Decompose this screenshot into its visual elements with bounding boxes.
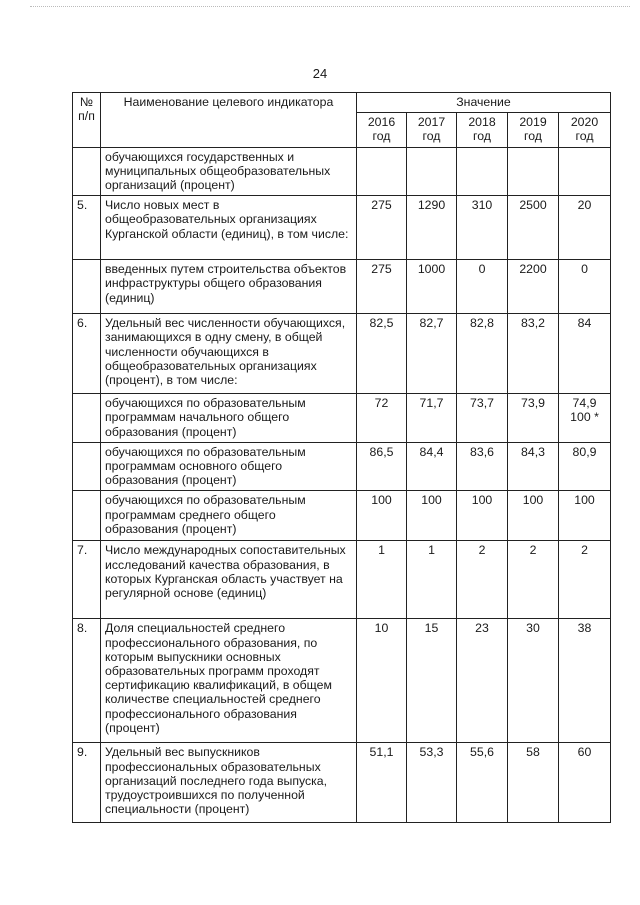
value-cell: 10: [357, 619, 407, 743]
row-number: [73, 394, 101, 443]
value-cell: [407, 147, 457, 196]
table-row: [73, 743, 611, 823]
value-cell: 2500: [508, 196, 559, 260]
table-row: [73, 541, 611, 619]
value-cell: 1290: [407, 196, 457, 260]
value-cell: 2: [559, 541, 611, 619]
value-cell: 73,9: [508, 394, 559, 443]
table-row: [73, 260, 611, 314]
value-cell: 2: [457, 541, 508, 619]
row-number: 9.: [73, 743, 101, 823]
indicator-name: введенных путем строительства объектов инфраструктуры общего образования (единиц): [101, 260, 357, 314]
header-year-3: [508, 113, 559, 147]
value-cell: 74,9 100 *: [559, 394, 611, 443]
table-row: [73, 619, 611, 743]
header-year-value: 2017: [417, 115, 446, 130]
indicator-name: обучающихся государственных и муниципальных общеобразовательных организаций (процент): [101, 147, 357, 196]
value-cell: [508, 147, 559, 196]
value-cell: 0: [559, 260, 611, 314]
row-number: 5.: [73, 196, 101, 260]
header-year-unit: год: [372, 129, 391, 144]
value-cell: 1000: [407, 260, 457, 314]
value-cell: 310: [457, 196, 508, 260]
row-number: 8.: [73, 619, 101, 743]
header-year-4: [559, 113, 611, 147]
indicator-name: Удельный вес выпускников профессиональных образовательных организаций последнего года выпуска, трудоустроившихся по полученной специальности (процент): [101, 743, 357, 823]
table-row: [73, 314, 611, 394]
header-name: Наименование целевого индикатора: [101, 93, 357, 148]
value-cell: 55,6: [457, 743, 508, 823]
row-number: [73, 491, 101, 541]
header-year-2: [457, 113, 508, 147]
value-cell: 83,2: [508, 314, 559, 394]
value-cell: 73,7: [457, 394, 508, 443]
page-number: 24: [312, 66, 328, 81]
indicator-name: Число международных сопоставительных исследований качества образования, в которых Курганская область участвует на регулярной основе (единиц): [101, 541, 357, 619]
value-cell: 100: [407, 491, 457, 541]
value-cell: 100: [508, 491, 559, 541]
header-year-value: 2019: [519, 115, 547, 130]
header-year-value: 2020: [570, 115, 599, 130]
indicator-name: обучающихся по образовательным программам основного общего образования (процент): [101, 442, 357, 491]
row-number: 7.: [73, 541, 101, 619]
value-cell: 2200: [508, 260, 559, 314]
indicator-name: Число новых мест в общеобразовательных организациях Курганской области (единиц), в том числе:: [101, 196, 357, 260]
row-number: [73, 442, 101, 491]
value-cell: 2: [508, 541, 559, 619]
value-cell: 80,9: [559, 442, 611, 491]
value-cell: 84: [559, 314, 611, 394]
value-cell: 58: [508, 743, 559, 823]
value-cell: 82,7: [407, 314, 457, 394]
value-cell: 15: [407, 619, 457, 743]
value-cell: 0: [457, 260, 508, 314]
value-cell: 84,3: [508, 442, 559, 491]
value-cell: [559, 147, 611, 196]
value-cell: 71,7: [407, 394, 457, 443]
value-cell: 60: [559, 743, 611, 823]
header-year-unit: год: [524, 129, 542, 144]
value-cell: 82,8: [457, 314, 508, 394]
table-row: [73, 442, 611, 491]
table-row: [73, 147, 611, 196]
value-cell: 86,5: [357, 442, 407, 491]
indicator-name: обучающихся по образовательным программам среднего общего образования (процент): [101, 491, 357, 541]
indicators-table: [72, 92, 611, 823]
header-year-unit: год: [422, 129, 441, 144]
indicator-name: обучающихся по образовательным программам начального общего образования (процент): [101, 394, 357, 443]
value-cell: 53,3: [407, 743, 457, 823]
value-cell: 51,1: [357, 743, 407, 823]
header-year-unit: год: [575, 129, 594, 144]
header-row-1: [73, 93, 611, 113]
scan-artifact-line: [30, 6, 630, 11]
value-cell: 1: [407, 541, 457, 619]
table-row: [73, 196, 611, 260]
value-cell: 30: [508, 619, 559, 743]
value-cell: [357, 147, 407, 196]
value-cell: 82,5: [357, 314, 407, 394]
value-cell: 20: [559, 196, 611, 260]
header-year-value: 2018: [468, 115, 496, 130]
table-row: [73, 394, 611, 443]
value-cell: 83,6: [457, 442, 508, 491]
value-cell: [457, 147, 508, 196]
header-year-0: [357, 113, 407, 147]
indicator-name: Доля специальностей среднего профессионального образования, по которым выпускники основных образовательных программ проходят сертификацию квалификаций, в общем количестве специальностей среднего профессионального образования (процент): [101, 619, 357, 743]
header-year-1: [407, 113, 457, 147]
header-year-value: 2016: [367, 115, 396, 130]
value-cell: 100: [457, 491, 508, 541]
value-cell: 23: [457, 619, 508, 743]
value-cell: 275: [357, 260, 407, 314]
header-year-unit: год: [473, 129, 491, 144]
value-cell: 84,4: [407, 442, 457, 491]
row-number: [73, 260, 101, 314]
value-cell: 100: [357, 491, 407, 541]
header-value-group: Значение: [357, 93, 611, 113]
value-cell: 72: [357, 394, 407, 443]
row-number: [73, 147, 101, 196]
value-cell: 38: [559, 619, 611, 743]
table-row: [73, 491, 611, 541]
value-cell: 1: [357, 541, 407, 619]
value-cell: 100: [559, 491, 611, 541]
value-cell: 275: [357, 196, 407, 260]
indicator-name: Удельный вес численности обучающихся, занимающихся в одну смену, в общей численности обучающихся в общеобразовательных организациях (процент), в том числе:: [101, 314, 357, 394]
row-number: 6.: [73, 314, 101, 394]
header-num: № п/п: [73, 93, 101, 148]
table-body: [73, 147, 611, 823]
